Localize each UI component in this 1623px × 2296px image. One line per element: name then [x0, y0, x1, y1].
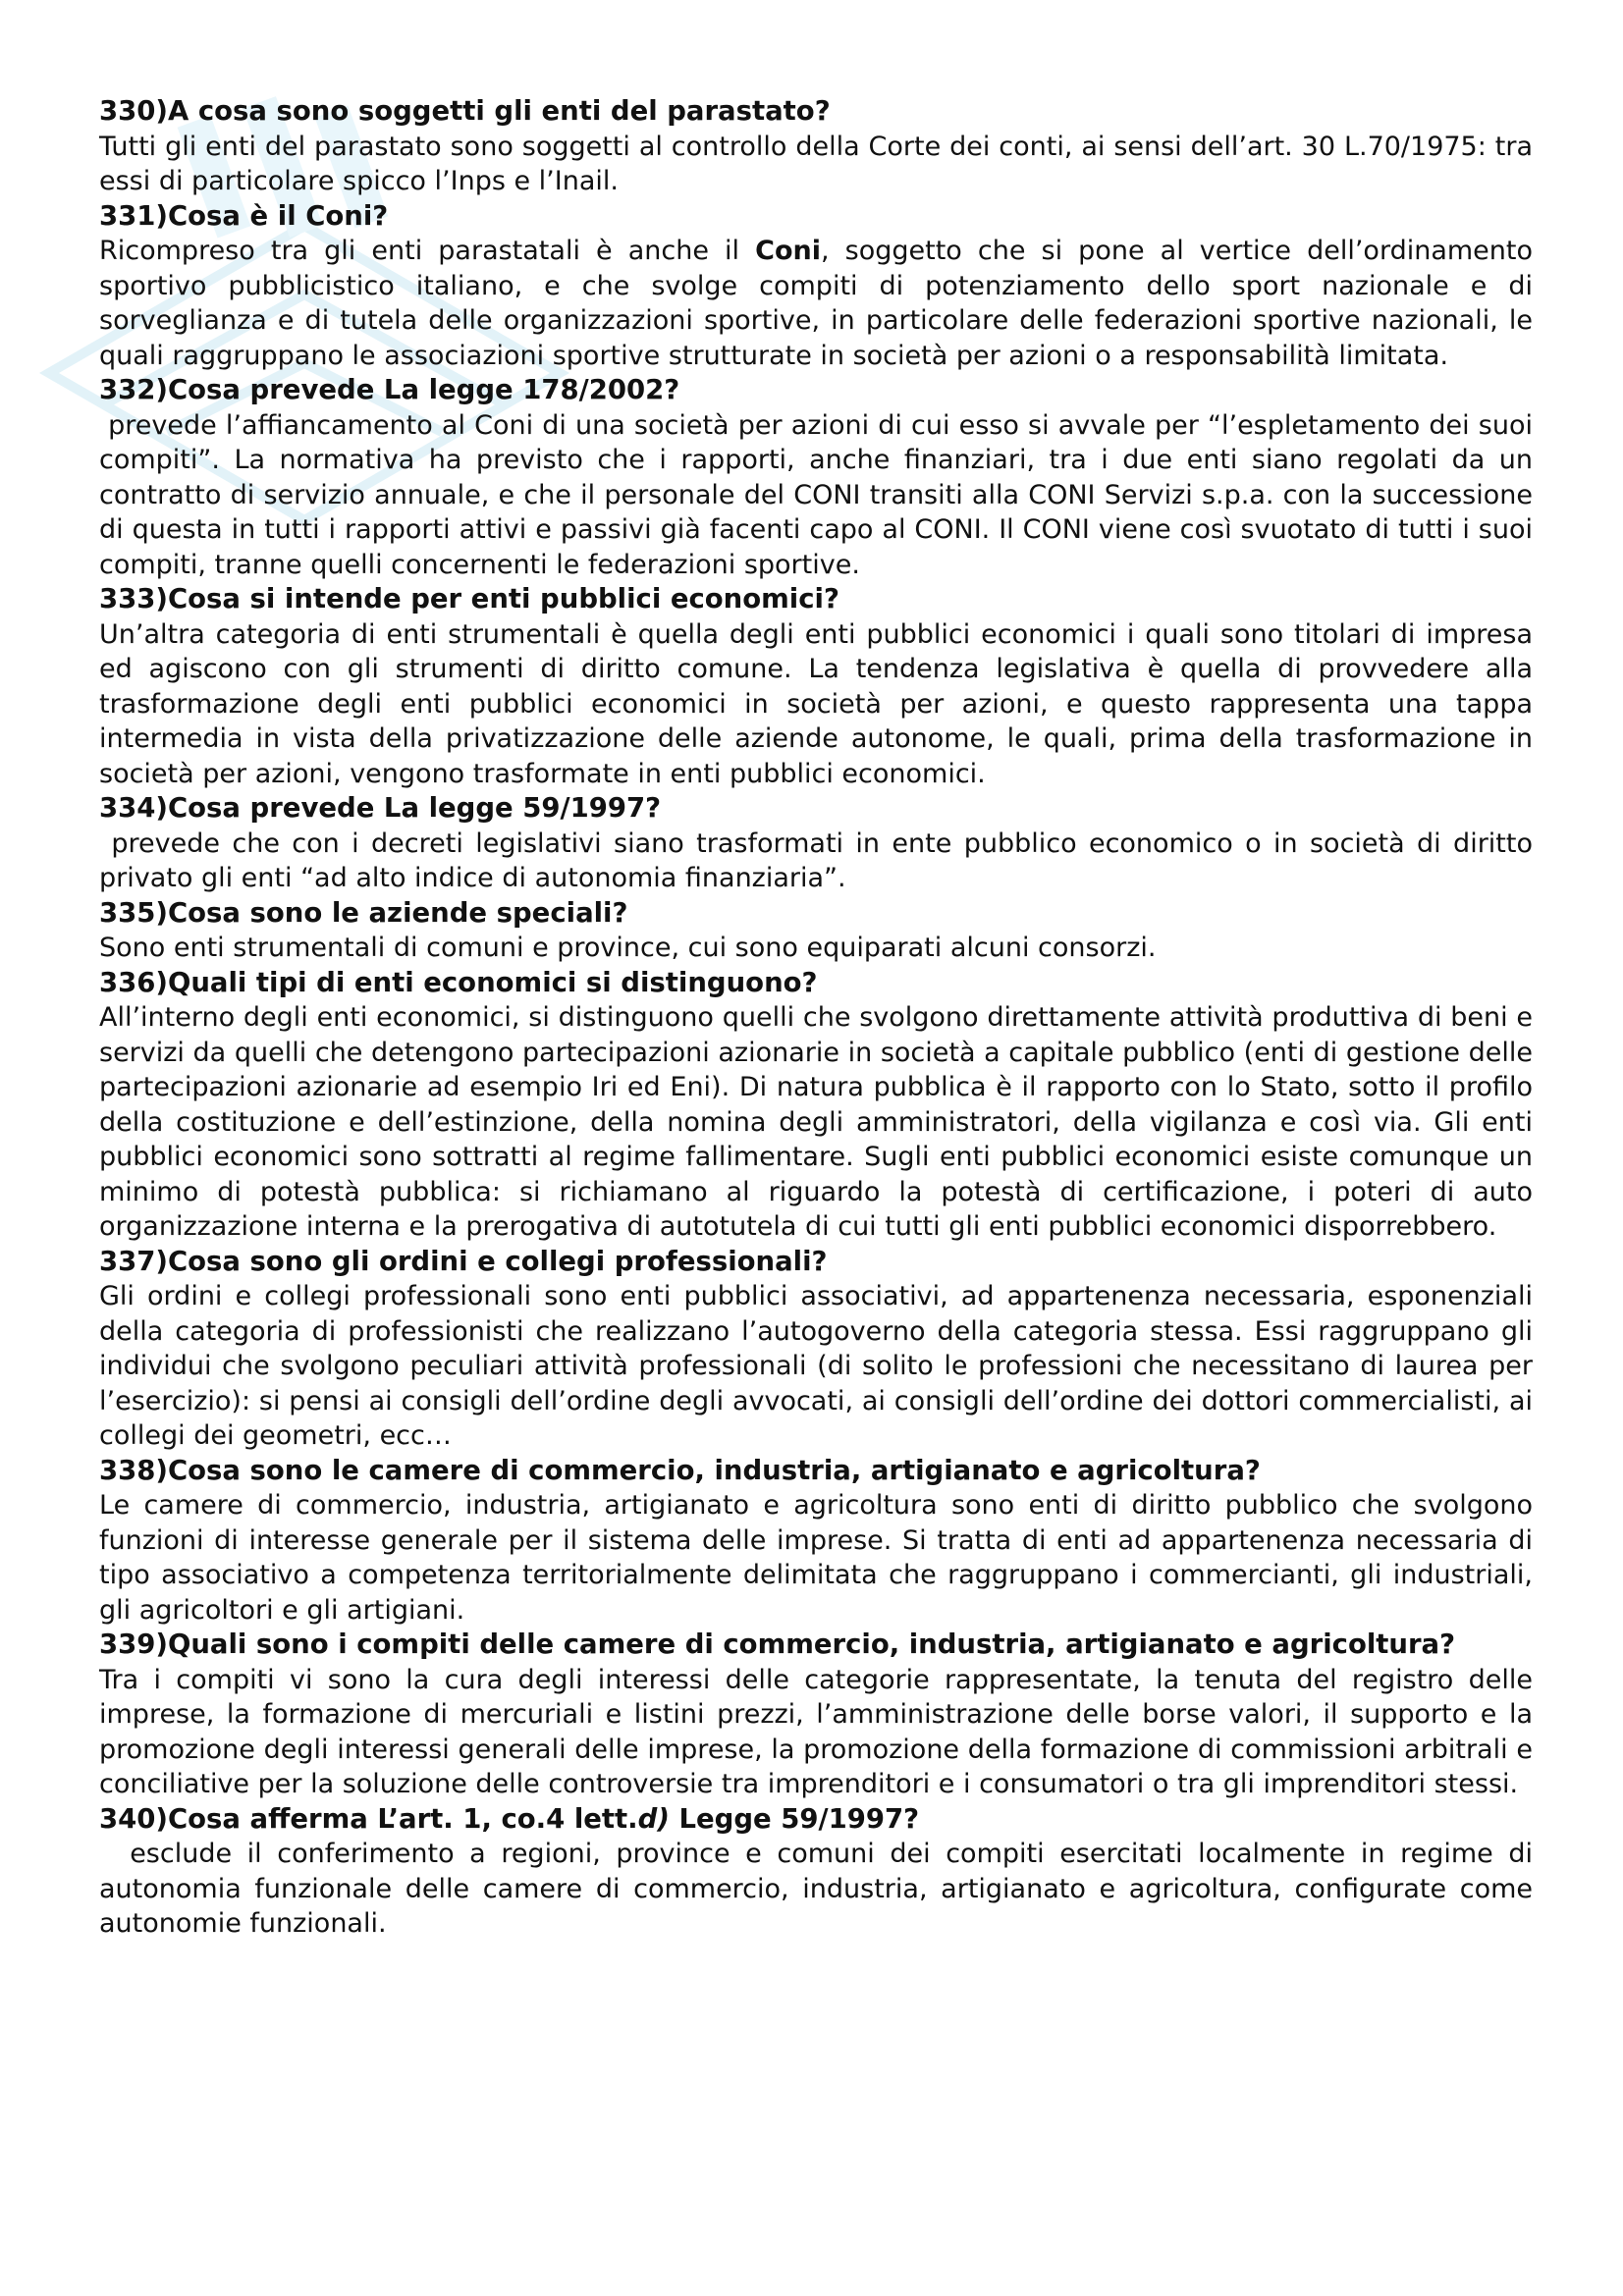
answer-paragraph: Le camere di commercio, industria, artigianato e agricoltura sono enti di diritto pubblico che svolgono funzioni di interesse generale per il sistema delle imprese. Si tratta di enti ad appartenenza necessaria di tipo associativo a competenza territorialmente delimitata che raggruppano i commercianti, gli industriali, gli agricoltori e gli artigiani.	[99, 1490, 1533, 1626]
question-heading: 331)Cosa è il Coni?	[99, 199, 389, 232]
qa-item	[99, 1628, 1533, 1802]
question-italic-letter: d)	[637, 1802, 670, 1835]
qa-item	[99, 582, 1533, 791]
qa-item	[99, 966, 1533, 1245]
question-heading: 333)Cosa si intende per enti pubblici economici?	[99, 583, 839, 614]
qa-item	[99, 791, 1542, 896]
answer-paragraph: Tutti gli enti del parastato sono soggetti al controllo della Corte dei conti, ai sensi dell’art. 30 L.70/1975: tra essi di particolare spicco l’Inps e l’Inail.	[99, 131, 1533, 196]
question-heading: 330)A cosa sono soggetti gli enti del parastato?	[99, 95, 831, 127]
question-heading: 332)Cosa prevede La legge 178/2002?	[99, 374, 680, 405]
qa-item	[99, 94, 1533, 199]
question-text: Legge 59/1997?	[669, 1802, 920, 1835]
question-heading: 336)Quali tipi di enti economici si distinguono?	[99, 966, 818, 998]
answer-paragraph: Tra i compiti vi sono la cura degli interessi delle categorie rappresentate, la tenuta del registro delle imprese, la formazione di mercuriali e listini prezzi, l’amministrazione delle borse valori, il supporto e la promozione degli interessi generali delle imprese, la promozione della formazione di commissioni arbitrali e conciliative per la soluzione delle controversie tra imprenditori e i consumatori o tra gli imprenditori stessi.	[99, 1664, 1533, 1799]
answer-paragraph: All’interno degli enti economici, si distinguono quelli che svolgono direttamente attività produttiva di beni e servizi da quelli che detengono partecipazioni azionarie in società a capitale pubblico (enti di gestione delle partecipazioni azionarie ad esempio Iri ed Eni). Di natura pubblica è il rapporto con lo Stato, sotto il profilo della costituzione e dell’estinzione, della nomina degli amministratori, della vigilanza e così via. Gli enti pubblici economici sono sottratti al regime fallimentare. Sugli enti pubblici economici esiste comunque un minimo di potestà pubblica: si richiamano al riguardo la potestà di certificazione, i poteri di auto organizzazione interna e la prerogativa di autotutela di cui tutti gli enti pubblici economici disporrebbero.	[99, 1002, 1533, 1242]
answer-text: Ricompreso tra gli enti parastatali è anche il	[99, 236, 756, 266]
answer-paragraph: Sono enti strumentali di comuni e province, cui sono equiparati alcuni consorzi.	[99, 933, 1157, 963]
answer-paragraph	[99, 234, 1533, 373]
question-heading: 337)Cosa sono gli ordini e collegi professionali?	[99, 1245, 828, 1277]
answer-paragraph: prevede l’affiancamento al Coni di una società per azioni di cui esso si avvale per “l’espletamento dei suoi compiti”. La normativa ha previsto che i rapporti, anche finanziari, tra i due enti siano regolati da un contratto di servizio annuale, e che il personale del CONI transiti alla CONI Servizi s.p.a. con la successione di questa in tutti i rapporti attivi e passivi già facenti capo al CONI. Il CONI viene così svuotato di tutti i suoi compiti, tranne quelli concernenti le federazioni sportive.	[99, 409, 1542, 580]
question-heading: 339)Quali sono i compiti delle camere di commercio, industria, artigianato e agricoltura?	[99, 1629, 1456, 1660]
question-heading: 338)Cosa sono le camere di commercio, industria, artigianato e agricoltura?	[99, 1454, 1261, 1486]
document-page	[99, 94, 1542, 1942]
qa-item	[99, 373, 1542, 582]
qa-item	[99, 1245, 1533, 1454]
question-text: 340)Cosa afferma L’art. 1, co.4 lett.	[99, 1802, 638, 1835]
question-heading: 335)Cosa sono le aziende speciali?	[99, 896, 628, 929]
qa-item	[99, 896, 1533, 966]
qa-item	[99, 199, 1533, 374]
answer-paragraph: Un’altra categoria di enti strumentali è quella degli enti pubblici economici i quali sono titolari di impresa ed agiscono con gli strumenti di diritto comune. La tendenza legislativa è quella di provvedere alla trasformazione degli enti pubblici economici in società per azioni, e questo rappresenta una tappa intermedia in vista della privatizzazione delle aziende autonome, le quali, prima della trasformazione in società per azioni, vengono trasformate in enti pubblici economici.	[99, 618, 1533, 789]
answer-text: , soggetto che si pone al vertice dell’ordinamento sportivo pubblicistico italiano, e che svolge compiti di potenziamento dello sport nazionale e di sorveglianza e di tutela delle organizzazioni sportive, in particolare delle federazioni sportive nazionali, le quali raggruppano le associazioni sportive strutturate in società per azioni o a responsabilità limitata.	[99, 236, 1533, 371]
qa-item	[99, 1802, 1542, 1942]
question-heading: 334)Cosa prevede La legge 59/1997?	[99, 792, 662, 824]
answer-paragraph: Gli ordini e collegi professionali sono enti pubblici associativi, ad appartenenza necessaria, esponenziali della categoria di professionisti che realizzano l’autogoverno della categoria stessa. Essi raggruppano gli individui che svolgono peculiari attività professionali (di solito le professioni che necessitano di laurea per l’esercizio): si pensi ai consigli dell’ordine degli avvocati, ai consigli dell’ordine dei dottori commercialisti, ai collegi dei geometri, ecc…	[99, 1281, 1533, 1451]
answer-bold-term: Coni	[755, 236, 821, 266]
answer-paragraph: prevede che con i decreti legislativi siano trasformati in ente pubblico economico o in società di diritto privato gli enti “ad alto indice di autonomia finanziaria”.	[99, 828, 1542, 893]
question-heading	[99, 1802, 1533, 1838]
qa-item	[99, 1454, 1533, 1629]
answer-paragraph: esclude il conferimento a regioni, province e comuni dei compiti esercitati localmente in regime di autonomia funzionale delle camere di commercio, industria, artigianato e agricoltura, configurate come autonomie funzionali.	[99, 1839, 1542, 1939]
